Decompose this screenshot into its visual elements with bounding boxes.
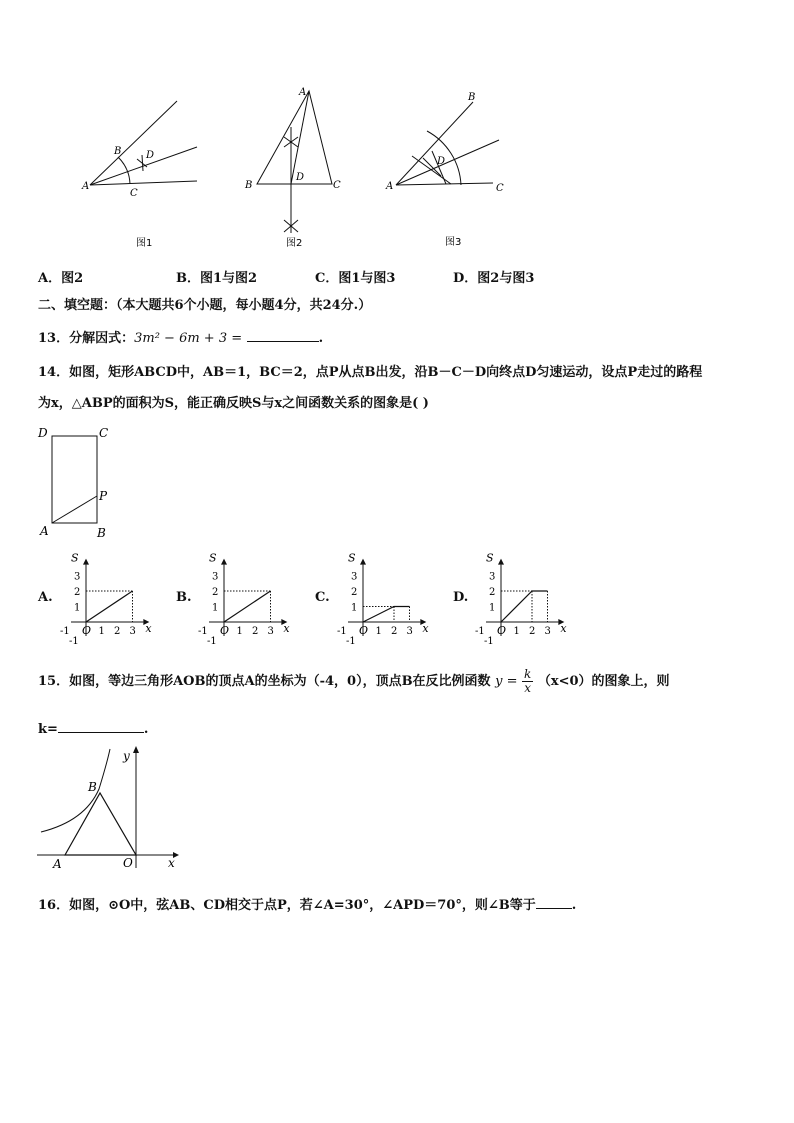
q12-figure-2 bbox=[240, 85, 350, 255]
q14-graph-c bbox=[337, 546, 437, 646]
q15-figure bbox=[35, 743, 185, 873]
s-tick-label: 2 bbox=[351, 587, 358, 598]
x-tick-label: 2 bbox=[391, 626, 398, 637]
fig1-label-d: D bbox=[146, 150, 155, 161]
q14-graph-d bbox=[475, 546, 575, 646]
s-tick-label: 2 bbox=[489, 587, 496, 598]
q14-option-a-label: A. bbox=[38, 590, 53, 605]
series-line bbox=[363, 607, 410, 623]
s-axis-arrow bbox=[360, 559, 366, 565]
x-axis-label: x bbox=[560, 622, 567, 635]
neg-x-tick: -1 bbox=[198, 626, 208, 637]
s-axis-arrow bbox=[498, 559, 504, 565]
fig3-label-c: C bbox=[496, 183, 504, 194]
origin-label: O bbox=[220, 624, 230, 637]
s-axis-label: S bbox=[348, 551, 356, 565]
rect-label-p: P bbox=[99, 489, 108, 503]
s-axis-arrow bbox=[83, 559, 89, 565]
q13-answer-blank bbox=[247, 330, 319, 342]
s-axis-arrow bbox=[221, 559, 227, 565]
arc bbox=[118, 157, 130, 184]
origin-label: O bbox=[359, 624, 369, 637]
q13: 13．分解因式：3m² − 6m + 3 = . bbox=[38, 331, 324, 346]
q14-graph-a bbox=[60, 546, 160, 646]
q14-option-b-label: B. bbox=[176, 590, 192, 605]
s-tick-label: 3 bbox=[212, 571, 219, 583]
x-tick-label: 1 bbox=[236, 626, 243, 637]
s-tick-label: 3 bbox=[489, 571, 496, 583]
neg-x-tick: -1 bbox=[337, 626, 347, 637]
fig3-label-b: B bbox=[468, 92, 476, 103]
hyperbola-curve bbox=[41, 749, 110, 832]
fig3-label-a: A bbox=[386, 181, 394, 192]
s-axis-label: S bbox=[209, 551, 217, 565]
fig3-label-d: D bbox=[437, 156, 446, 167]
fig2-label-b: B bbox=[245, 180, 253, 191]
segment-ap bbox=[52, 496, 97, 523]
fig2-label-d: D bbox=[296, 172, 305, 183]
s-tick-label: 2 bbox=[74, 587, 81, 598]
ray-ac bbox=[90, 181, 197, 185]
fig1-label-a: A bbox=[82, 181, 90, 192]
x-axis-label: x bbox=[283, 622, 290, 635]
q15-answer: k= . bbox=[38, 722, 149, 737]
q12-option-a: A．图2 bbox=[38, 271, 84, 286]
x-tick-label: 2 bbox=[114, 626, 121, 637]
q12-option-d: D．图2与图3 bbox=[453, 271, 535, 286]
neg-s-tick: -1 bbox=[346, 636, 356, 646]
fig2-label-a: A bbox=[299, 87, 307, 98]
rect-label-c: C bbox=[99, 426, 109, 440]
series-line bbox=[86, 591, 133, 622]
fig3-caption: 图3 bbox=[445, 237, 462, 248]
q14-rectangle-figure bbox=[34, 424, 114, 540]
q12-figure-3 bbox=[383, 88, 513, 253]
q15-line1: 15．如图，等边三角形AOB的顶点A的坐标为（-4，0），顶点B在反比例函数 y = $\frac{k}{x}$ （x<0）的图象上，则 bbox=[38, 666, 670, 695]
rect-label-b: B bbox=[97, 526, 106, 540]
s-tick-label: 3 bbox=[74, 571, 81, 583]
ray-ac bbox=[396, 183, 493, 185]
neg-s-tick: -1 bbox=[484, 636, 494, 646]
ray-ad bbox=[90, 147, 197, 185]
series-line bbox=[224, 591, 271, 622]
x-tick-label: 1 bbox=[375, 626, 382, 637]
q14-line1: 14．如图，矩形ABCD中，AB＝1，BC＝2，点P从点B出发，沿B－C－D向终点D匀速运动，设点P走过的路程 bbox=[38, 365, 703, 380]
triangle-abc bbox=[257, 91, 332, 184]
s-tick-label: 2 bbox=[212, 587, 219, 598]
s-tick-label: 3 bbox=[351, 571, 358, 583]
x-tick-label: 3 bbox=[129, 626, 136, 637]
q14-line2: 为x，△ABP的面积为S，能正确反映S与x之间函数关系的图象是( ) bbox=[38, 396, 429, 411]
q12-option-b: B．图1与图2 bbox=[176, 271, 258, 286]
fig1-caption: 图1 bbox=[136, 238, 153, 249]
fig1-label-b: B bbox=[114, 146, 122, 157]
s-axis-label: S bbox=[486, 551, 494, 565]
q14-option-d-label: D. bbox=[453, 590, 469, 605]
q16-answer-blank bbox=[536, 897, 572, 909]
rect-label-a: A bbox=[40, 524, 49, 538]
q12-figure-1 bbox=[80, 95, 210, 255]
x-axis-label: x bbox=[145, 622, 152, 635]
q12-option-c: C．图1与图3 bbox=[315, 271, 396, 286]
x-tick-label: 1 bbox=[513, 626, 520, 637]
fig15-label-o: O bbox=[123, 856, 133, 870]
x-tick-label: 3 bbox=[267, 626, 274, 637]
section-heading: 二、填空题：（本大题共6个小题，每小题4分，共24分.） bbox=[38, 298, 372, 313]
q14-graph-b bbox=[198, 546, 298, 646]
rect-label-d: D bbox=[38, 426, 48, 440]
fig2-caption: 图2 bbox=[286, 238, 303, 249]
origin-label: O bbox=[82, 624, 92, 637]
s-tick-label: 1 bbox=[212, 602, 219, 614]
x-tick-label: 3 bbox=[544, 626, 551, 637]
fig2-label-c: C bbox=[333, 180, 341, 191]
triangle-aob bbox=[65, 793, 136, 855]
s-tick-label: 1 bbox=[351, 602, 358, 614]
x-axis-label: x bbox=[422, 622, 429, 635]
fig15-label-x: x bbox=[168, 856, 175, 870]
fig15-label-y: y bbox=[123, 749, 130, 763]
ray-ab bbox=[90, 101, 177, 185]
origin-label: O bbox=[497, 624, 507, 637]
fig15-label-b: B bbox=[88, 780, 97, 794]
s-axis-label: S bbox=[71, 551, 79, 565]
neg-x-tick: -1 bbox=[60, 626, 70, 637]
fig1-label-c: C bbox=[130, 188, 138, 199]
x-tick-label: 2 bbox=[252, 626, 259, 637]
neg-x-tick: -1 bbox=[475, 626, 485, 637]
q16: 16．如图，⊙O中，弦AB、CD相交于点P，若∠A=30°，∠APD＝70°，则∠B等于 . bbox=[38, 898, 577, 913]
q14-option-c-label: C. bbox=[315, 590, 330, 605]
x-tick-label: 3 bbox=[406, 626, 413, 637]
x-tick-label: 2 bbox=[529, 626, 536, 637]
series-line bbox=[501, 591, 548, 622]
neg-s-tick: -1 bbox=[69, 636, 79, 646]
ray-ad bbox=[396, 140, 499, 185]
q15-answer-blank bbox=[58, 721, 144, 733]
fig15-label-a: A bbox=[53, 857, 62, 871]
neg-s-tick: -1 bbox=[207, 636, 217, 646]
x-tick-label: 1 bbox=[98, 626, 105, 637]
s-tick-label: 1 bbox=[489, 602, 496, 614]
s-tick-label: 1 bbox=[74, 602, 81, 614]
